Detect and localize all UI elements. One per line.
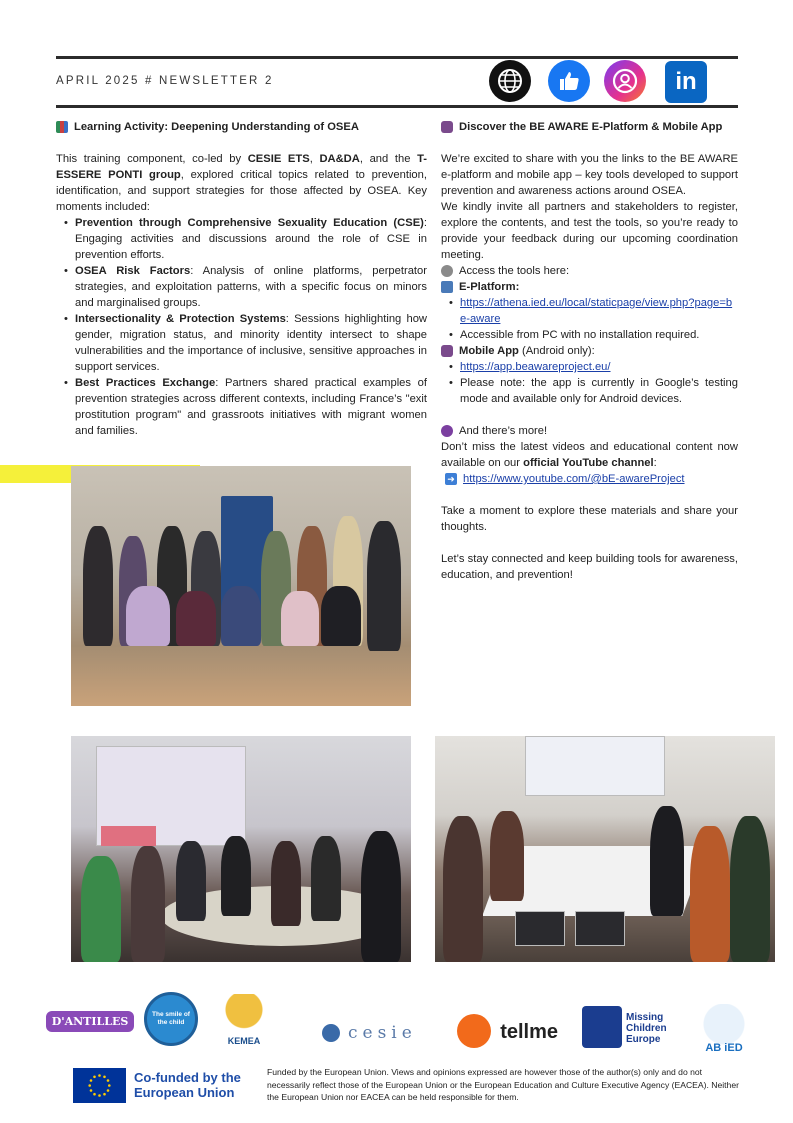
closing-paragraph-2: Let’s stay connected and keep building tools for awareness, education, and prevention!: [441, 553, 738, 581]
list-item: • Accessible from PC with no installation required.: [449, 327, 738, 343]
eplatform-heading: [441, 119, 738, 135]
eplatform-list: [441, 295, 738, 343]
more-line: [441, 423, 738, 439]
mobile-app-label-line: [441, 343, 738, 359]
youtube-text: :: [653, 457, 657, 469]
access-tools-text: Access the tools here:: [459, 265, 570, 277]
list-item-text: : Analysis of online platforms, perpetrator strategies, and exploitation patterns, with a specific focus on minors and marginalised groups.: [75, 265, 427, 309]
books-icon: [56, 121, 68, 133]
mobile-app-link[interactable]: https://app.beawareproject.eu/: [460, 361, 611, 373]
learning-activity-intro: [56, 151, 427, 215]
missing-children-europe-logo: [582, 1006, 672, 1050]
list-item: • Please note: the app is currently in Google’s testing mode and available only for Android devices.: [449, 375, 738, 407]
header-top-rule: [56, 56, 738, 59]
mobile-phone-icon: [441, 345, 453, 357]
list-item: [449, 359, 738, 375]
eu-flag: [73, 1068, 126, 1103]
more-text: And there’s more!: [459, 425, 548, 437]
dada-name: DA&DA: [319, 153, 360, 165]
eu-disclaimer: Funded by the European Union. Views and opinions expressed are however those of the author(s) only and do not necessarily reflect those of the European Union or the European Education and Culture Executive Agency (EACEA). Neither the European Union nor EACEA can be held responsible for them.: [267, 1067, 739, 1102]
video-camera-icon: [441, 425, 453, 437]
link-icon: [441, 265, 453, 277]
list-item: [64, 263, 427, 311]
eplatform-link[interactable]: https://athena.ied.eu/local/staticpage/view.php?page=be-aware: [460, 297, 733, 325]
cesie-logo: [322, 1018, 444, 1048]
intro-text: , explored critical topics related to prevention, identification, and support strategies for those affected by OSEA. Key moments included:: [56, 169, 427, 213]
youtube-link-line: [441, 471, 738, 487]
eplatform-title: Discover the BE AWARE E-Platform & Mobile App: [459, 121, 723, 133]
abied-logo: [698, 1004, 750, 1054]
youtube-paragraph: [441, 439, 738, 471]
facebook-like-icon: [557, 69, 581, 93]
intro-separator: , and the: [359, 153, 418, 165]
tellme-logo-text: tellme: [500, 1020, 558, 1043]
instagram-icon: [611, 67, 639, 95]
meeting-photo: [435, 736, 775, 962]
eplatform-label-line: [441, 279, 738, 295]
youtube-link[interactable]: https://www.youtube.com/@bE-awareProject: [463, 473, 685, 485]
abied-logo-text: AB iED: [705, 1042, 743, 1054]
tellme-logo: [457, 1014, 558, 1050]
list-item-text: : Engaging activities and discussions around the role of CSE in prevention efforts.: [75, 217, 427, 261]
cesie-name: CESIE ETS: [247, 153, 310, 165]
eplatform-label: E-Platform:: [459, 281, 520, 293]
mobile-app-label: Mobile App: [459, 345, 519, 357]
list-item-title: Prevention through Comprehensive Sexuality Education (CSE): [75, 217, 424, 229]
key-moments-list: [56, 215, 427, 439]
learning-activity-title: Learning Activity: Deepening Understanding of OSEA: [74, 121, 359, 133]
access-tools-line: [441, 263, 738, 279]
eplatform-intro: We’re excited to share with you the links to the BE AWARE e-platform and mobile app – key tools developed to support prevention and awareness actions around OSEA.: [441, 153, 738, 197]
group-photo: [71, 466, 411, 706]
workshop-photo: [71, 736, 411, 962]
list-item-title: Intersectionality & Protection Systems: [75, 313, 286, 325]
list-item: [64, 375, 427, 439]
laptop-icon: [441, 281, 453, 293]
right-column: [441, 119, 738, 583]
instagram-button[interactable]: [604, 60, 646, 102]
globe-icon: [496, 67, 524, 95]
list-item: [64, 215, 427, 263]
learning-activity-heading: [56, 119, 427, 135]
mce-logo-text: Missing Children Europe: [626, 1011, 667, 1045]
cesie-mark-icon: [322, 1024, 340, 1042]
intro-text: This training component, co-led by: [56, 153, 248, 165]
tessere-ponti-name: T-ESSERE PONTI group: [56, 153, 428, 181]
puzzle-icon: [582, 1006, 622, 1048]
intro-separator: ,: [309, 153, 320, 165]
arrow-right-icon: ➜: [445, 473, 457, 485]
facebook-button[interactable]: [548, 60, 590, 102]
closing-paragraph-1: Take a moment to explore these materials and share your thoughts.: [441, 505, 738, 533]
mobile-app-list: [441, 359, 738, 407]
header-bottom-rule: [56, 105, 738, 108]
list-item: [449, 295, 738, 327]
kemea-logo: [214, 994, 274, 1046]
tellme-mark-icon: [457, 1014, 491, 1048]
website-button[interactable]: [489, 60, 531, 102]
list-item-text: : Partners shared practical examples of prevention strategies across different contexts, including France’s "exit prostitution program" and grassroots initiatives with migrant women and families.: [75, 377, 427, 437]
youtube-channel-label: official YouTube channel: [523, 457, 654, 469]
mobile-phone-icon: [441, 121, 453, 133]
mobile-app-suffix: (Android only):: [518, 345, 595, 357]
eplatform-invite: We kindly invite all partners and stakeholders to register, explore the contents, and test the tools, so you’re ready to provide your feedback during our upcoming coordination meeting.: [441, 201, 738, 261]
dantilles-logo: [52, 996, 128, 1046]
list-item-text: : Sessions highlighting how gender, migration status, and minority identity intersect to shape vulnerabilities and the importance of inclusive, sensitive approaches in support services.: [75, 313, 427, 373]
youtube-text: Don’t miss the latest videos and educational content now available on our: [441, 441, 738, 469]
list-item-title: Best Practices Exchange: [75, 377, 216, 389]
list-item-title: OSEA Risk Factors: [75, 265, 191, 277]
smile-of-the-child-logo: [144, 992, 198, 1046]
eu-cofunded-label: Co-funded by the European Union: [134, 1070, 241, 1100]
left-column: [56, 119, 427, 439]
dantilles-logo-text: D'ANTILLES: [46, 1011, 135, 1032]
linkedin-button[interactable]: [665, 61, 707, 103]
linkedin-icon: in: [675, 68, 697, 95]
list-item: [64, 311, 427, 375]
kemea-logo-text: KEMEA: [227, 1036, 261, 1046]
eu-stars-icon: [73, 1068, 126, 1103]
newsletter-issue-label: APRIL 2025 # NEWSLETTER 2: [56, 75, 274, 87]
smile-logo-text: The smile of the child: [152, 1011, 190, 1026]
cesie-logo-text: cesie: [348, 1023, 417, 1043]
